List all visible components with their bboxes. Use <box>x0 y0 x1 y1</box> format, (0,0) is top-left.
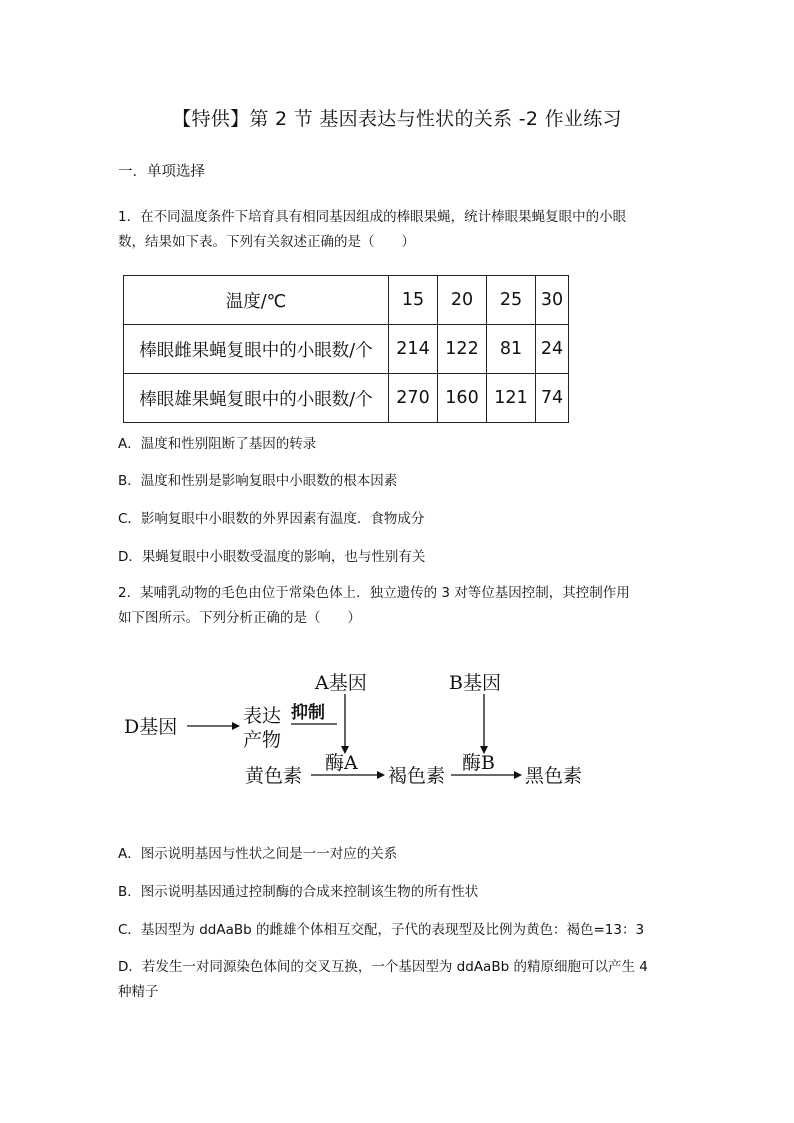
q1-stem-line2: 数，结果如下表。下列有关叙述正确的是（ ） <box>118 234 415 250</box>
table-cell: 121 <box>487 374 536 423</box>
gene-d-label: D基因 <box>124 716 178 738</box>
table-cell: 122 <box>438 325 487 374</box>
q1-option-b[interactable]: B．温度和性别是影响复眼中小眼数的根本因素 <box>118 473 398 489</box>
q1-option-d[interactable]: D．果蝇复眼中小眼数受温度的影响，也与性别有关 <box>118 549 426 565</box>
q2-option-d[interactable] <box>118 955 698 1005</box>
page-title: 【特供】第 2 节 基因表达与性状的关系 -2 作业练习 <box>172 108 622 130</box>
gene-a-label: A基因 <box>315 672 367 694</box>
pigment-pathway-diagram <box>115 660 635 810</box>
table-header-row <box>124 276 569 325</box>
table-cell: 81 <box>487 325 536 374</box>
inhibit-label: 抑制 <box>291 703 325 723</box>
table-row-label: 棒眼雄果蝇复眼中的小眼数/个 <box>124 374 389 423</box>
q2-option-a[interactable]: A．图示说明基因与性状之间是一一对应的关系 <box>118 846 398 862</box>
q2-stem-line1: 2．某哺乳动物的毛色由位于常染色体上．独立遗传的 3 对等位基因控制，其控制作用 <box>118 585 630 601</box>
q1-stem-line1: 1．在不同温度条件下培育具有相同基因组成的棒眼果蝇，统计棒眼果蝇复眼中的小眼 <box>118 209 627 225</box>
product-label-line2: 产物 <box>243 729 282 751</box>
q2-option-d-line2: 种精子 <box>118 984 159 1000</box>
gene-b-label: B基因 <box>449 672 501 694</box>
q1-option-c[interactable]: C．影响复眼中小眼数的外界因素有温度．食物成分 <box>118 511 425 527</box>
table-cell: 160 <box>438 374 487 423</box>
product-label-line1: 表达 <box>243 705 282 727</box>
table-row <box>124 325 569 374</box>
q2-option-c[interactable]: C．基因型为 ddAaBb 的雌雄个体相互交配，子代的表现型及比例为黄色：褐色=13：3 <box>118 922 645 938</box>
q1-stem <box>118 205 678 255</box>
table-row <box>124 374 569 423</box>
eye-count-table <box>123 275 569 423</box>
table-header-cell: 20 <box>438 276 487 325</box>
section-heading: 一．单项选择 <box>118 164 205 180</box>
yellow-pigment-label: 黄色素 <box>245 765 303 787</box>
enzyme-a-label: 酶A <box>325 752 358 774</box>
table-row-label: 棒眼雌果蝇复眼中的小眼数/个 <box>124 325 389 374</box>
table-cell: 74 <box>536 374 569 423</box>
table-header-cell: 25 <box>487 276 536 325</box>
table-cell: 270 <box>389 374 438 423</box>
table-cell: 24 <box>536 325 569 374</box>
q2-option-b[interactable]: B．图示说明基因通过控制酶的合成来控制该生物的所有性状 <box>118 884 479 900</box>
table-header-cell: 30 <box>536 276 569 325</box>
q2-stem <box>118 581 678 631</box>
brown-pigment-label: 褐色素 <box>388 765 446 787</box>
table-header-cell: 15 <box>389 276 438 325</box>
q2-option-d-line1: D．若发生一对同源染色体间的交叉互换，一个基因型为 ddAaBb 的精原细胞可以产生 4 <box>118 959 648 975</box>
black-pigment-label: 黑色素 <box>525 765 583 787</box>
q1-option-a[interactable]: A．温度和性别阻断了基因的转录 <box>118 436 317 452</box>
table-header-label: 温度/℃ <box>124 276 389 325</box>
enzyme-b-label: 酶B <box>462 752 495 774</box>
table-cell: 214 <box>389 325 438 374</box>
q2-stem-line2: 如下图所示。下列分析正确的是（ ） <box>118 610 361 626</box>
